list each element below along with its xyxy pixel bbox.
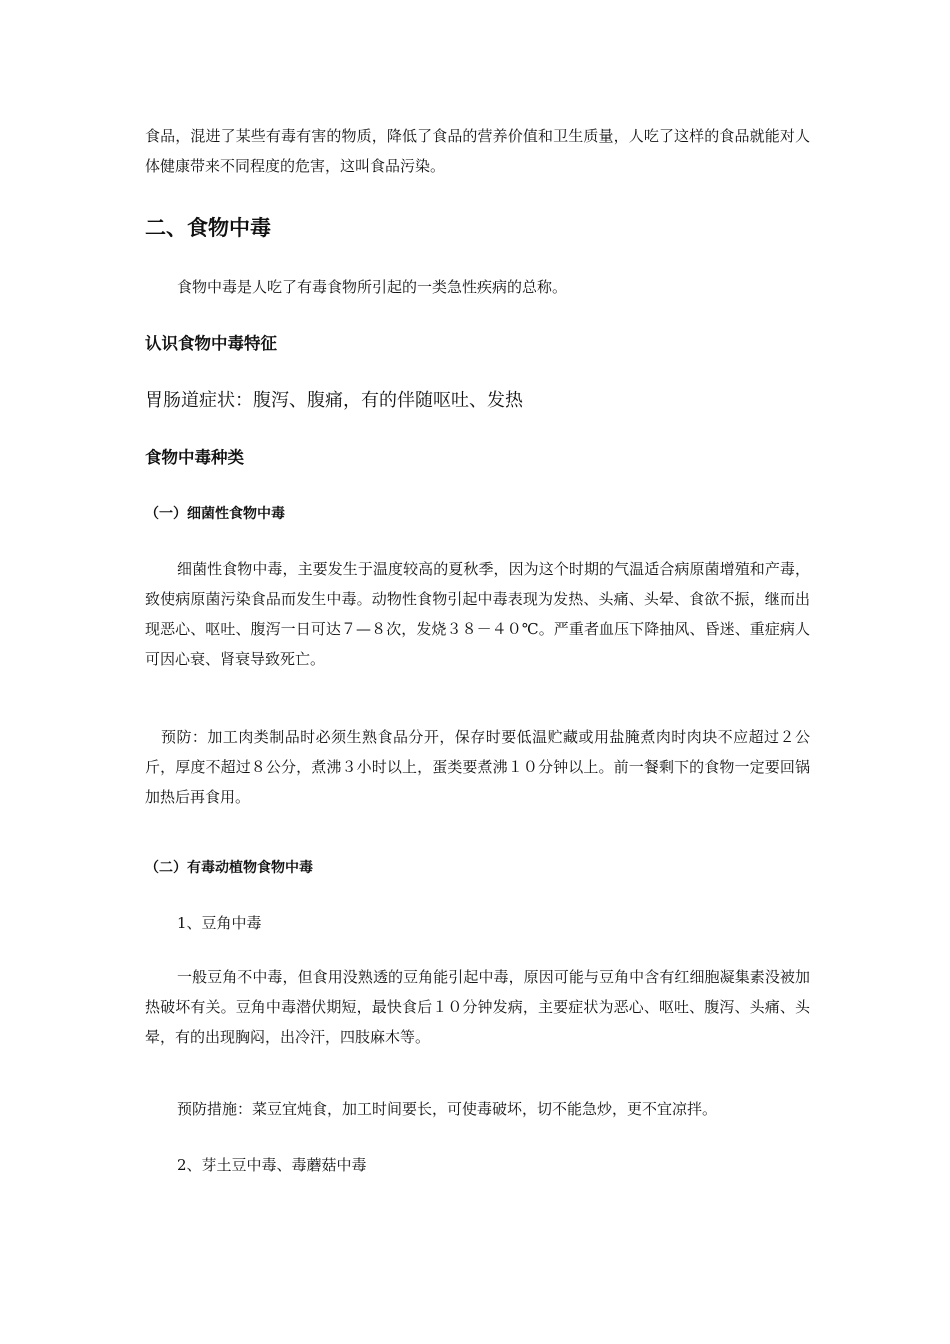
bacterial-heading: （一）细菌性食物中毒 [145, 506, 285, 522]
features-heading: 认识食物中毒特征 [145, 334, 277, 353]
intro-paragraph: 食品，混进了某些有毒有害的物质，降低了食品的营养价值和卫生质量，人吃了这样的食品就能对人体健康带来不同程度的危害，这叫食品污染。 [145, 127, 810, 175]
bean-heading: 1、豆角中毒 [177, 914, 262, 932]
section-heading-food-poisoning: 二、食物中毒 [145, 216, 271, 240]
features-text: 胃肠道症状：腹泻、腹痛，有的伴随呕吐、发热 [145, 390, 523, 411]
bean-prevention: 预防措施：菜豆宜炖食，加工时间要长，可使毒破坏，切不能急炒，更不宜凉拌。 [177, 1100, 718, 1118]
bean-paragraph: 一般豆角不中毒，但食用没熟透的豆角能引起中毒，原因可能与豆角中含有红细胞凝集素没被加热破坏有关。豆角中毒潜伏期短，最快食后１０分钟发病，主要症状为恶心、呕吐、腹泻、头痛、头晕，有的出现胸闷，出冷汗，四肢麻木等。 [145, 968, 810, 1046]
bacterial-paragraph: 细菌性食物中毒，主要发生于温度较高的夏秋季，因为这个时期的气温适合病原菌增殖和产毒，致使病原菌污染食品而发生中毒。动物性食物引起中毒表现为发热、头痛、头晕、食欲不振，继而出现恶心、呕吐、腹泻一日可达７—８次，发烧３８－４０℃。严重者血压下降抽风、昏迷、重症病人可因心衰、肾衰导致死亡。 [145, 560, 810, 668]
types-heading: 食物中毒种类 [145, 448, 244, 467]
bacterial-prevention: 预防：加工肉类制品时必须生熟食品分开，保存时要低温贮藏或用盐腌煮肉时肉块不应超过２公斤，厚度不超过８公分，煮沸３小时以上，蛋类要煮沸１０分钟以上。前一餐剩下的食物一定要回锅加热后再食用。 [145, 728, 810, 806]
potato-heading: 2、芽土豆中毒、毒蘑菇中毒 [177, 1156, 367, 1174]
plant-animal-heading: （二）有毒动植物食物中毒 [145, 860, 313, 876]
food-poisoning-definition: 食物中毒是人吃了有毒食物所引起的一类急性疾病的总称。 [177, 278, 568, 296]
